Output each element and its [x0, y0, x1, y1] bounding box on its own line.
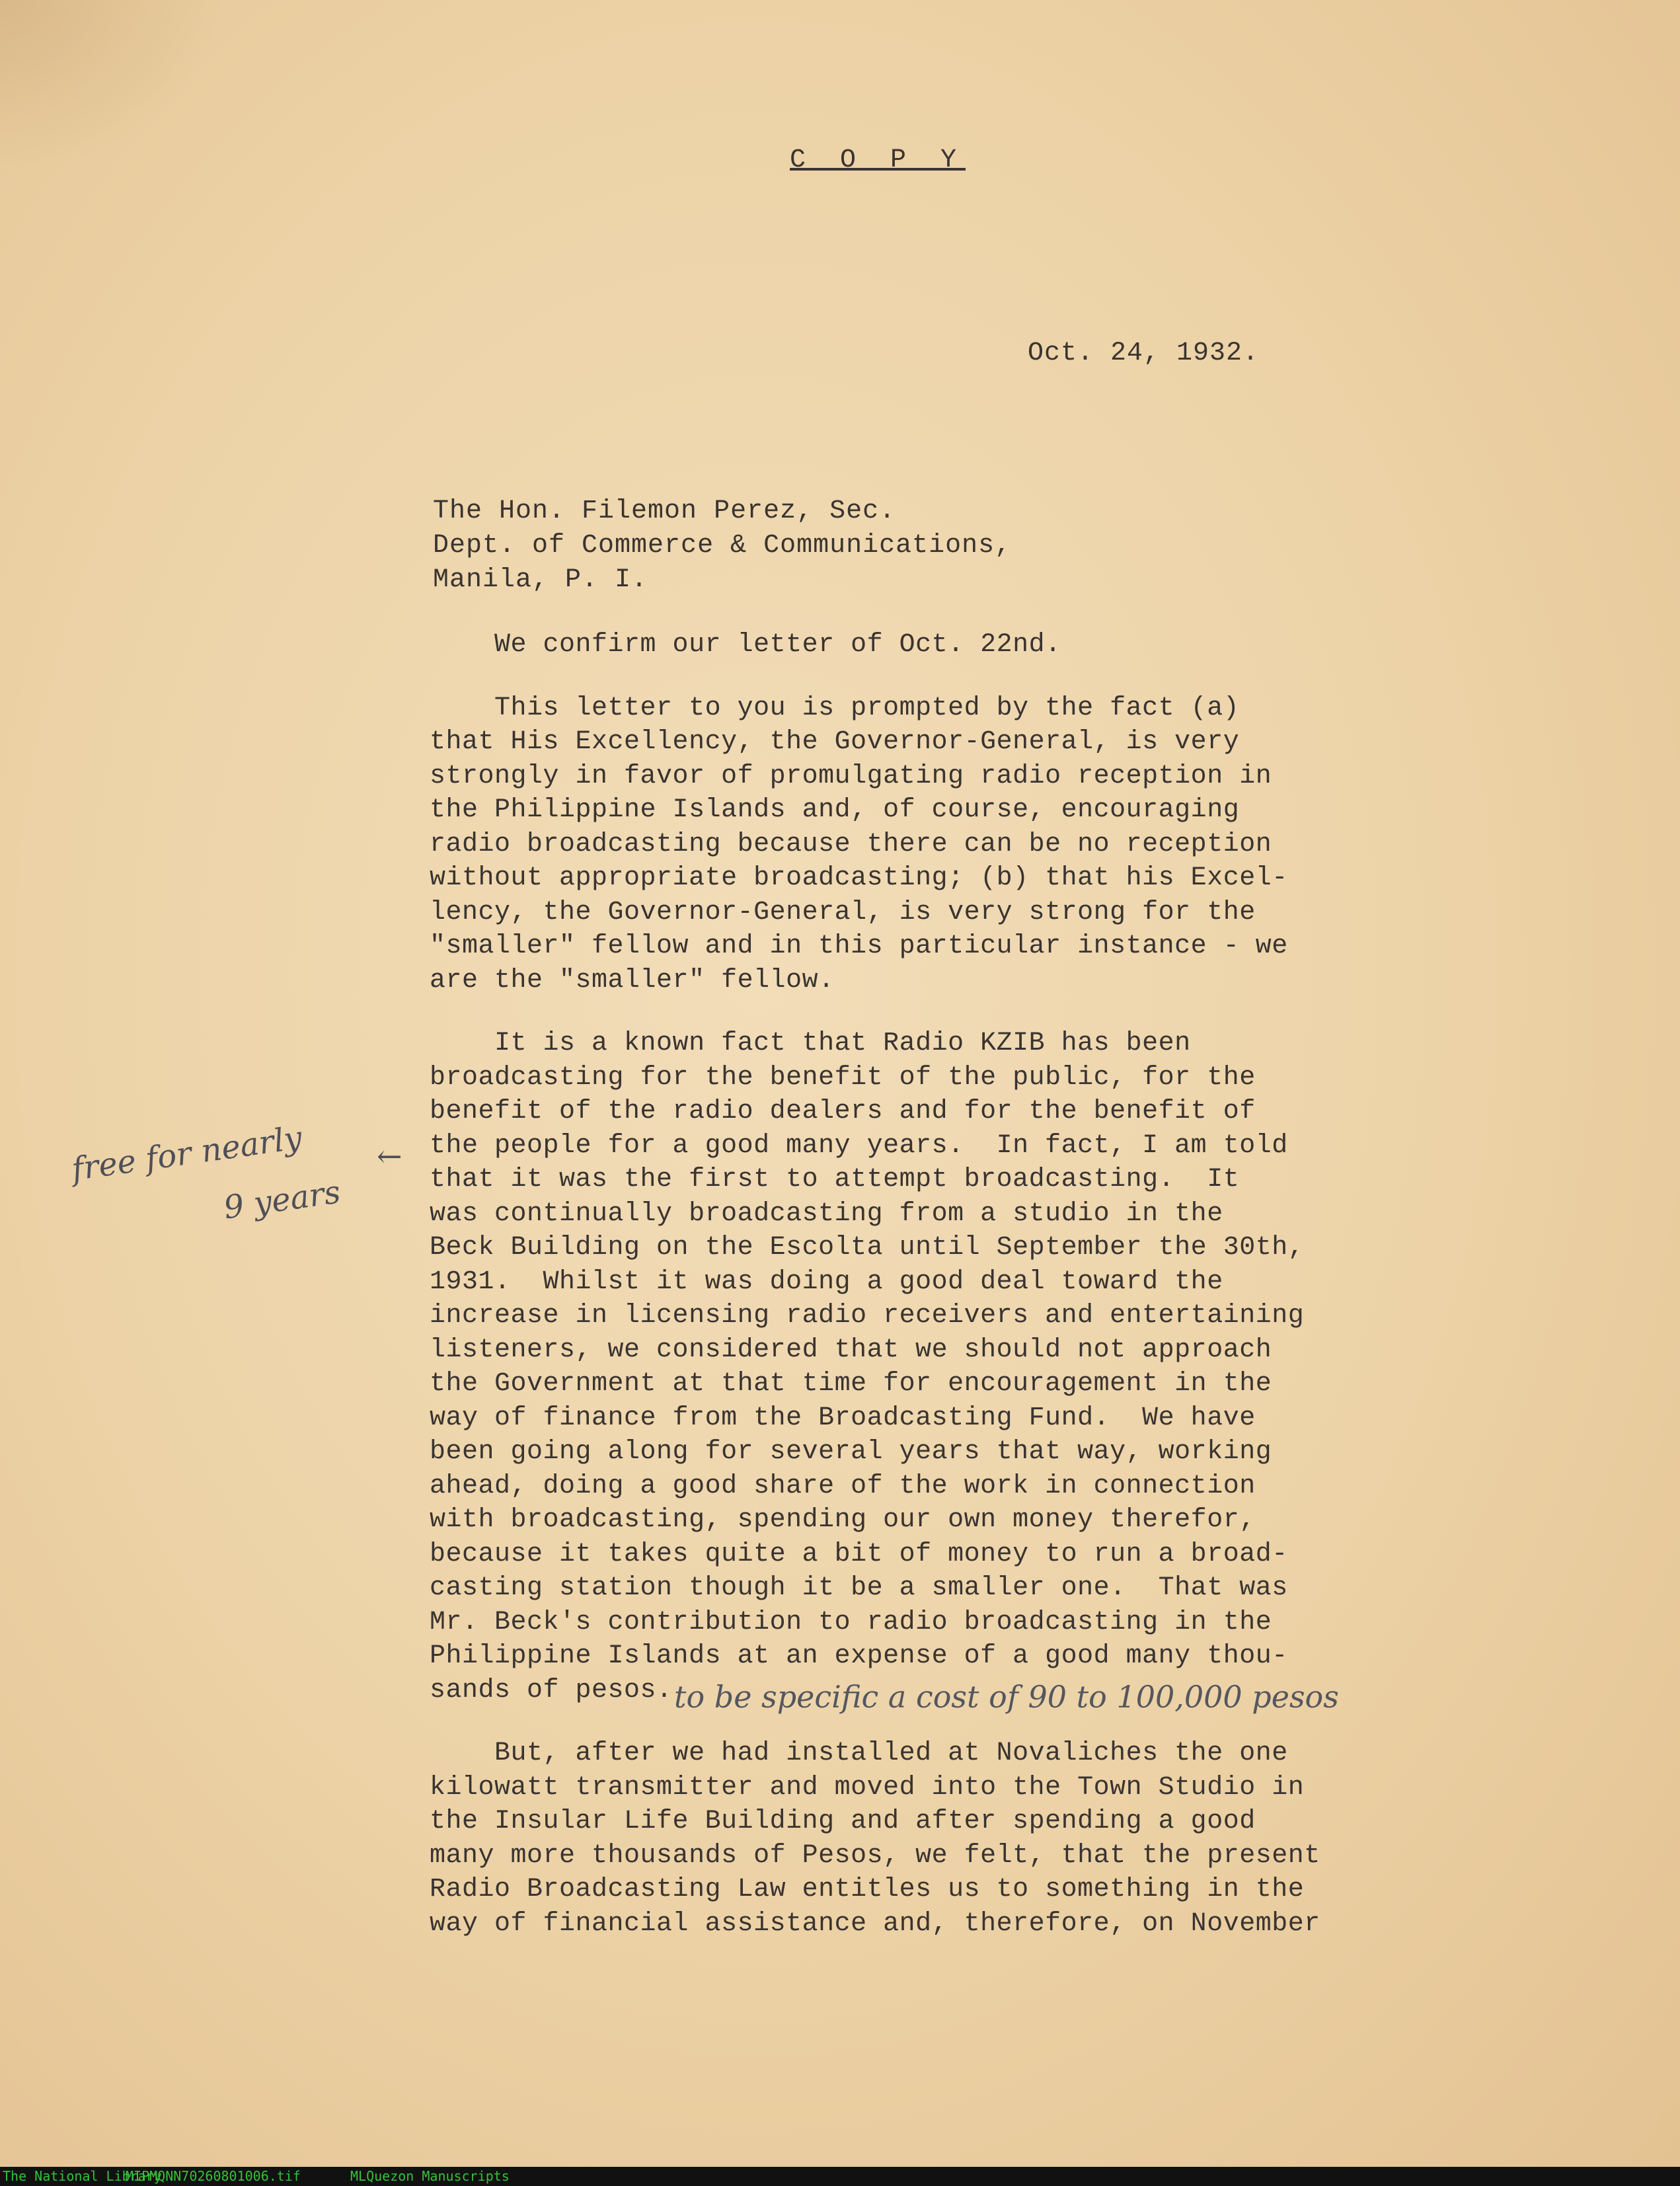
handwritten-margin-note: free for nearly	[69, 1119, 305, 1189]
text-line: But, after we had installed at Novaliches the one	[430, 1738, 1288, 1768]
text-line: It is a known fact that Radio KZIB has been	[430, 1029, 1191, 1058]
text-line: kilowatt transmitter and moved into the Town Studio in	[430, 1772, 1305, 1803]
text-line: strongly in favor of promulgating radio reception in	[430, 761, 1272, 791]
paragraph-request	[430, 1737, 1520, 1941]
text-line: that it was the first to attempt broadcasting. It	[430, 1165, 1240, 1194]
paragraph-confirmation	[430, 628, 1520, 662]
text-line: radio broadcasting because there can be no reception	[430, 829, 1272, 859]
text-line: ahead, doing a good share of the work in connection	[430, 1471, 1256, 1501]
text-line: "smaller" fellow and in this particular instance - we	[430, 931, 1288, 961]
text-line: lency, the Governor-General, is very strong for the	[430, 897, 1256, 927]
text-line: way of financial assistance and, therefore, on November	[430, 1908, 1320, 1939]
text-line: casting station though it be a smaller one. That was	[430, 1573, 1288, 1603]
paragraph-history	[430, 1027, 1520, 1707]
footer-library-label: The National Library	[3, 2168, 162, 2184]
text-line: Radio Broadcasting Law entitles us to something in the	[430, 1875, 1305, 1904]
text-line: with broadcasting, spending our own money therefor,	[430, 1505, 1256, 1535]
text-line: Mr. Beck's contribution to radio broadcasting in the	[430, 1607, 1272, 1637]
text-line: the Insular Life Building and after spending a good	[430, 1807, 1256, 1836]
text-line: broadcasting for the benefit of the public, for the	[430, 1062, 1256, 1093]
text-line: Philippine Islands at an expense of a good many thou-	[430, 1641, 1288, 1671]
text-line: This letter to you is prompted by the fact (a)	[430, 693, 1240, 723]
footer-file-name: MIPMQNN70260801006.tif	[126, 2168, 301, 2184]
text-line: was continually broadcasting from a studio in the	[430, 1198, 1223, 1229]
paragraph-purpose	[430, 691, 1520, 998]
text-line: increase in licensing radio receivers and entertaining	[430, 1301, 1305, 1331]
handwritten-inline-note: to be specific a cost of 90 to 100,000 pesos	[674, 1679, 1339, 1715]
text-line: the Philippine Islands and, of course, encouraging	[430, 795, 1240, 825]
handwritten-margin-note: 9 years	[221, 1173, 343, 1227]
text-line: that His Excellency, the Governor-General, is very	[430, 727, 1240, 757]
text-line: because it takes quite a bit of money to run a broad-	[430, 1539, 1288, 1569]
letter-date: Oct. 24, 1932.	[1028, 338, 1260, 368]
text-line: without appropriate broadcasting; (b) that his Excel-	[430, 863, 1288, 893]
address-line: The Hon. Filemon Perez, Sec.	[433, 496, 896, 526]
footer-collection-label: MLQuezon Manuscripts	[350, 2168, 510, 2184]
text-line: the Government at that time for encouragement in the	[430, 1369, 1272, 1399]
address-line: Dept. of Commerce & Communications,	[433, 531, 1012, 561]
letter-body	[430, 628, 1520, 1970]
text-line: the people for a good many years. In fact, I am told	[430, 1130, 1288, 1161]
text-line: way of finance from the Broadcasting Fund. We have	[430, 1403, 1256, 1433]
recipient-address	[433, 494, 1011, 598]
text-line: We confirm our letter of Oct. 22nd.	[430, 630, 1061, 660]
text-line: been going along for several years that way, working	[430, 1437, 1272, 1467]
archive-footer-bar	[0, 2167, 1680, 2186]
address-line: Manila, P. I.	[433, 565, 648, 595]
handwritten-arrow-icon: ←	[377, 1138, 402, 1174]
page-title: C O P Y	[790, 145, 966, 175]
text-line: listeners, we considered that we should not approach	[430, 1335, 1272, 1365]
text-line: many more thousands of Pesos, we felt, that the present	[430, 1840, 1320, 1871]
text-line: sands of pesos.	[430, 1675, 673, 1705]
text-line: are the "smaller" fellow.	[430, 965, 835, 995]
text-line: 1931. Whilst it was doing a good deal toward the	[430, 1267, 1223, 1297]
text-line: benefit of the radio dealers and for the benefit of	[430, 1097, 1256, 1126]
text-line: Beck Building on the Escolta until September the 30th,	[430, 1233, 1305, 1263]
